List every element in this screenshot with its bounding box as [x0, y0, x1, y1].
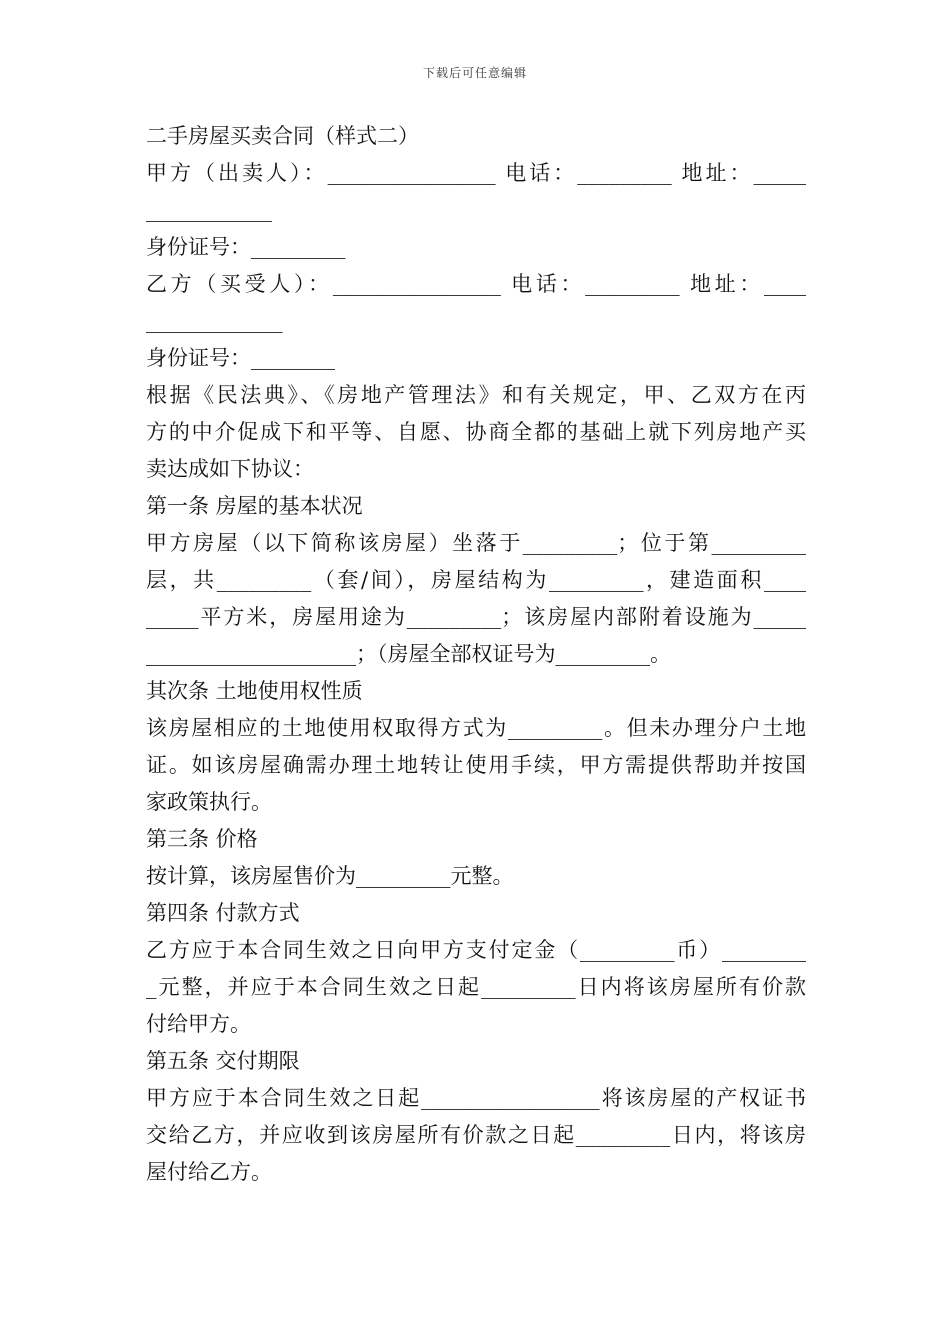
article-text-line: 付给甲方。 — [146, 1012, 251, 1036]
article-text-line: 层，共_________（套/间），房屋结构为_________，建造面积____ — [146, 568, 806, 592]
article-text-line: 证。如该房屋确需办理土地转让使用手续，甲方需提供帮助并按国 — [146, 753, 806, 777]
article-text-line: 甲方房屋（以下简称该房屋）坐落于_________；位于第_________ — [146, 531, 806, 555]
preamble-line: 方的中介促成下和平等、自愿、协商全都的基础上就下列房地产买 — [146, 420, 806, 444]
article-text-line: 乙方应于本合同生效之日向甲方支付定金（_________币）________ — [146, 938, 806, 962]
article-heading: 第三条 价格 — [146, 827, 258, 851]
article-heading: 第一条 房屋的基本状况 — [146, 494, 363, 518]
party-a-id-line: 身份证号：_________ — [146, 235, 346, 259]
party-b-address-cont: _____________ — [146, 309, 283, 333]
article-heading: 第五条 交付期限 — [146, 1049, 300, 1073]
party-a-address-cont: ____________ — [146, 198, 272, 222]
article-text-line: 按计算，该房屋售价为_________元整。 — [146, 864, 514, 888]
header-note: 下载后可任意编辑 — [422, 66, 527, 80]
article-text-line: 甲方应于本合同生效之日起_________________将该房屋的产权证书 — [146, 1086, 806, 1110]
document-title: 二手房屋买卖合同（样式二） — [146, 124, 419, 148]
preamble-line: 根据《民法典》、《房地产管理法》和有关规定，甲、乙双方在丙 — [146, 383, 806, 407]
preamble-line: 卖达成如下协议： — [146, 457, 314, 481]
party-b-line: 乙方（买受人）：________________ 电话：_________ 地址：____ — [146, 272, 806, 296]
party-b-id-line: 身份证号：________ — [146, 346, 335, 370]
article-heading: 第四条 付款方式 — [146, 901, 300, 925]
article-heading: 其次条 土地使用权性质 — [146, 679, 363, 703]
article-text-line: _元整，并应于本合同生效之日起_________日内将该房屋所有价款 — [146, 975, 806, 999]
party-a-line: 甲方（出卖人）：________________ 电话：_________ 地址：_____ — [146, 161, 806, 185]
article-text-line: ____________________；（房屋全部权证号为_________。 — [146, 642, 671, 666]
contract-body — [146, 118, 806, 1191]
article-text-line: 屋付给乙方。 — [146, 1160, 272, 1184]
article-text-line: 该房屋相应的土地使用权取得方式为_________。但未办理分户土地 — [146, 716, 806, 740]
article-text-line: 交给乙方，并应收到该房屋所有价款之日起_________日内，将该房 — [146, 1123, 806, 1147]
article-text-line: 家政策执行。 — [146, 790, 272, 814]
article-text-line: _____平方米，房屋用途为_________；该房屋内部附着设施为_____ — [146, 605, 806, 629]
